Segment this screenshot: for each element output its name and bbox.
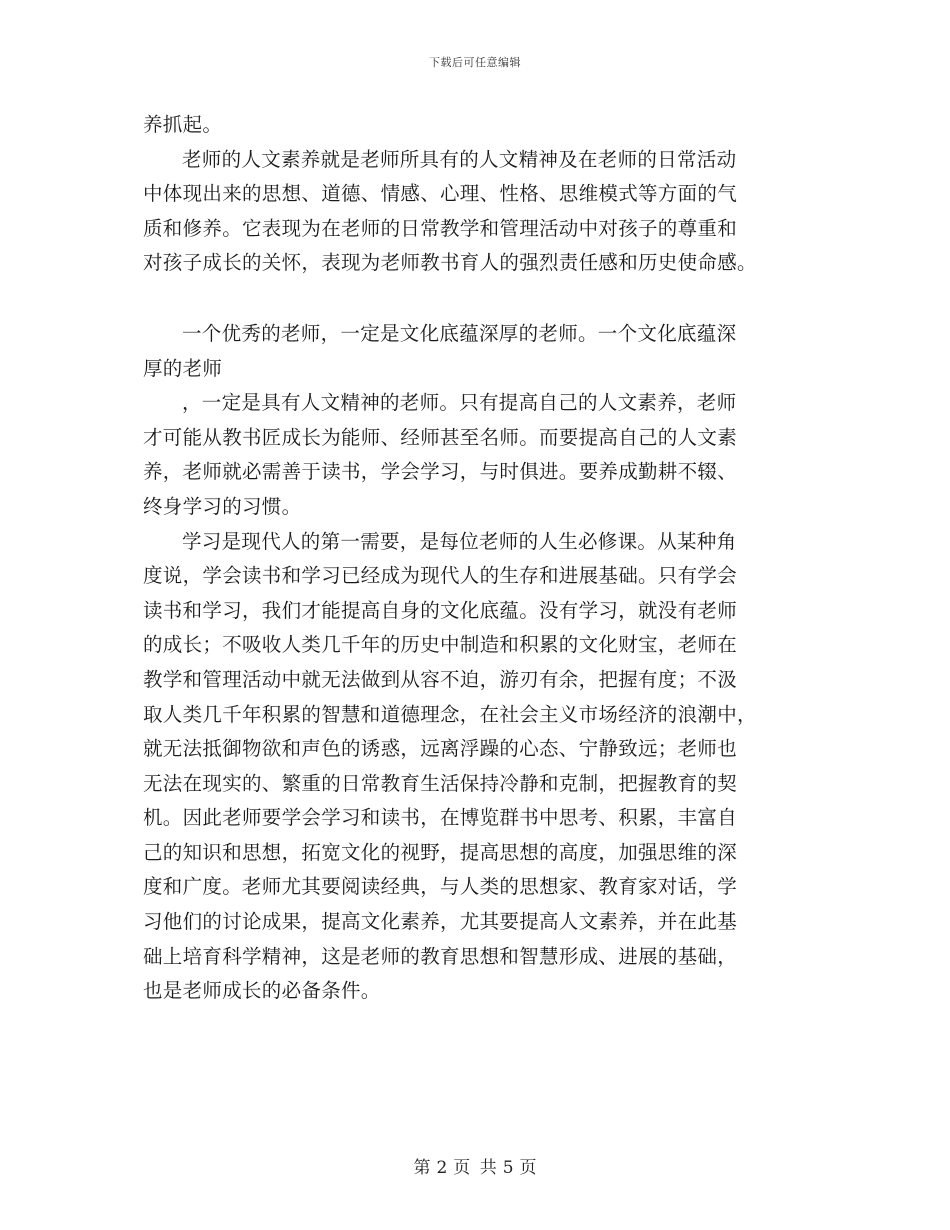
text-line: 也是老师成长的必备条件。 — [143, 979, 381, 1003]
text-line: 质和修养。它表现为在老师的日常教学和管理活动中对孩子的尊重和 — [143, 216, 738, 240]
text-line: 中体现出来的思想、道德、情感、心理、性格、思维模式等方面的气 — [143, 182, 738, 206]
page-footer — [0, 1153, 950, 1178]
current-page-number: 2 — [436, 1158, 448, 1178]
text-line: 的成长；不吸收人类几千年的历史中制造和积累的文化财宝，老师在 — [143, 633, 738, 657]
text-line: ，一定是具有人文精神的老师。只有提高自己的人文素养，老师 — [182, 391, 737, 415]
text-line: 才可能从教书匠成长为能师、经师甚至名师。而要提高自己的人文素 — [143, 425, 738, 449]
text-line: 教学和管理活动中就无法做到从容不迫，游刃有余，把握有度；不汲 — [143, 667, 738, 691]
text-line: 机。因此老师要学会学习和读书，在博览群书中思考、积累，丰富自 — [143, 806, 738, 830]
document-body — [143, 108, 813, 1009]
text-line: 养抓起。 — [143, 113, 223, 136]
text-line: 取人类几千年积累的智慧和道德理念，在社会主义市场经济的浪潮中， — [143, 702, 757, 726]
paragraph-start-line: 老师的人文素养就是老师所具有的人文精神及在老师的日常活动 — [182, 147, 737, 171]
text-line: 习他们的讨论成果，提高文化素养，尤其要提高人文素养，并在此基 — [143, 910, 738, 934]
paragraph-start-line: 学习是现代人的第一需要，是每位老师的人生必修课。从某种角 — [182, 529, 737, 553]
text-line: 养，老师就必需善于读书，学会学习，与时俱进。要养成勤耕不辍、 — [143, 460, 738, 484]
footer-suffix: 页 — [519, 1158, 537, 1178]
text-line: 厚的老师 — [143, 356, 223, 380]
text-line: 对孩子成长的关怀，表现为老师教书育人的强烈责任感和历史使命感。 — [143, 251, 757, 275]
text-line: 无法在现实的、繁重的日常教育生活保持冷静和克制，把握教育的契 — [143, 771, 738, 795]
text-line: 度和广度。老师尤其要阅读经典，与人类的思想家、教育家对话，学 — [143, 875, 738, 899]
total-page-count: 5 — [502, 1158, 514, 1178]
text-line: 读书和学习，我们才能提高自身的文化底蕴。没有学习，就没有老师 — [143, 598, 738, 622]
paragraph-start-line: 一个优秀的老师，一定是文化底蕴深厚的老师。一个文化底蕴深 — [182, 321, 737, 345]
footer-prefix: 第 — [413, 1158, 431, 1178]
text-line: 就无法抵御物欲和声色的诱惑，远离浮躁的心态、宁静致远；老师也 — [143, 737, 738, 761]
text-line: 度说，学会读书和学习已经成为现代人的生存和进展基础。只有学会 — [143, 564, 738, 588]
footer-middle: 页 共 — [453, 1158, 497, 1178]
page-header: 下载后可任意编辑 — [429, 56, 521, 69]
text-line: 己的知识和思想，拓宽文化的视野，提高思想的高度，加强思维的深 — [143, 840, 738, 864]
text-line: 础上培育科学精神，这是老师的教育思想和智慧形成、进展的基础， — [143, 944, 738, 968]
text-line: 终身学习的习惯。 — [143, 494, 302, 518]
paragraph-gap — [143, 281, 813, 317]
